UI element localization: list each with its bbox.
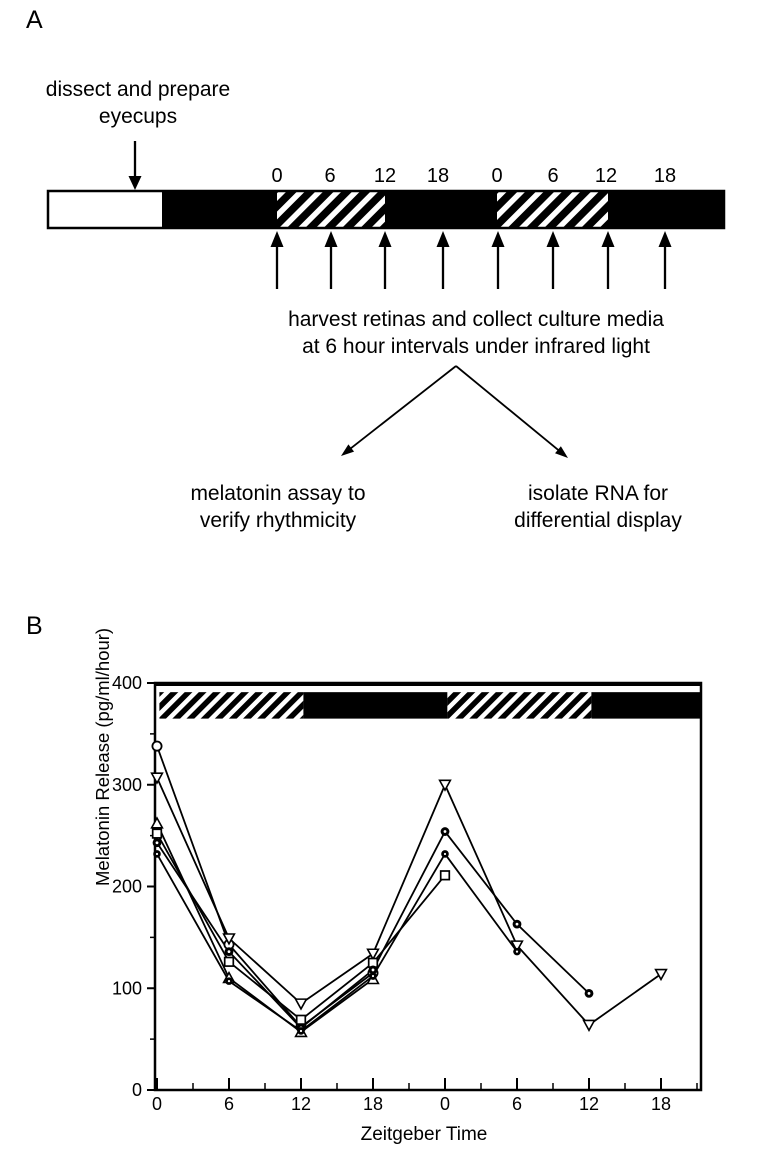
- series-triangle-up-open: [152, 818, 379, 1036]
- series-circle-dot: [153, 827, 594, 1032]
- prep-step-text: [30, 76, 246, 130]
- svg-text:6: 6: [223, 1094, 235, 1114]
- svg-text:0: 0: [491, 165, 503, 187]
- harvest-note-line2: at 6 hour intervals under infrared light: [302, 335, 650, 358]
- svg-text:12: 12: [373, 165, 397, 187]
- svg-text:18: 18: [362, 1094, 384, 1114]
- melatonin-assay-text: [168, 480, 388, 534]
- svg-text:400: 400: [111, 673, 142, 693]
- line-circle-filled: [157, 854, 517, 1031]
- prep-step-line1: dissect and prepare: [45, 78, 231, 101]
- svg-text:18: 18: [426, 165, 450, 187]
- panel-a-label: A: [26, 6, 43, 34]
- svg-text:12: 12: [290, 1094, 312, 1114]
- svg-text:300: 300: [111, 774, 142, 795]
- melatonin-chart: [112, 673, 702, 1114]
- series-circle-filled: [153, 850, 521, 1035]
- svg-text:0: 0: [271, 165, 283, 187]
- svg-text:12: 12: [594, 165, 618, 187]
- isolate-rna-line1: isolate RNA for: [527, 482, 669, 505]
- svg-text:100: 100: [111, 978, 142, 999]
- svg-text:0: 0: [151, 1094, 163, 1114]
- harvest-note-line1: harvest retinas and collect culture media: [288, 308, 664, 331]
- isolate-rna-text: [488, 480, 708, 534]
- harvest-note-text: [216, 306, 736, 360]
- svg-text:6: 6: [324, 165, 336, 187]
- line-circle-dot: [157, 832, 589, 1028]
- melatonin-assay-line1: melatonin assay to: [190, 482, 366, 505]
- prep-step-line2: eyecups: [98, 105, 178, 128]
- svg-text:0: 0: [439, 1094, 451, 1114]
- svg-text:200: 200: [111, 876, 142, 897]
- melatonin-assay-line2: verify rhythmicity: [199, 509, 357, 532]
- protocol-timeline: [48, 141, 724, 458]
- panel-b-label: B: [26, 612, 43, 640]
- x-axis-label: Zeitgeber Time: [360, 1124, 488, 1145]
- svg-text:6: 6: [547, 165, 559, 187]
- svg-text:6: 6: [511, 1094, 523, 1114]
- svg-text:18: 18: [653, 165, 677, 187]
- svg-text:18: 18: [650, 1094, 672, 1114]
- line-circle-open: [157, 746, 373, 1027]
- svg-text:12: 12: [578, 1094, 600, 1114]
- figure-page: 0 6 12 18 0 6 12 18 0 100 200 300 400 0 6 12 18 0 6 12 18 A dissect and prepare eyecups harvest retinas and collect culture media at 6 hour intervals under infrared light melatonin assay to verify rhythmicity isolate RNA for differential display B Melatonin Release (pg/ml/hour) Zeitgeber Time: [0, 0, 764, 1152]
- isolate-rna-line2: differential display: [514, 509, 682, 532]
- svg-text:0: 0: [131, 1080, 142, 1100]
